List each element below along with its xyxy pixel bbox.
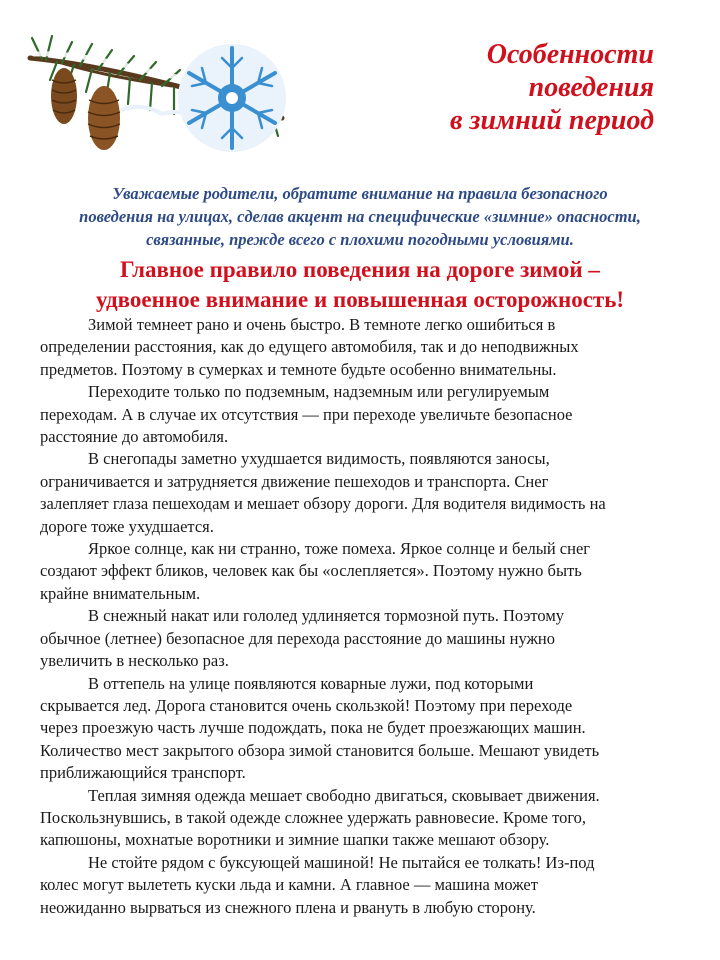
text-line: залепляет глаза пешеходам и мешает обзору дороги. Для водителя видимость на [40,494,606,514]
text-line: через проезжую часть лучше подождать, пока не будет проезжающих машин. [40,718,586,738]
text-line: Количество мест закрытого обзора зимой становится больше. Мешают увидеть [40,740,600,760]
text-line: В снегопады заметно ухудшается видимость, появляются заносы, [88,449,550,469]
page-title [450,38,654,137]
text-line: определении расстояния, как до едущего автомобиля, так и до неподвижных [40,337,579,357]
paragraph [40,538,685,605]
text-line: дороге тоже ухудшается. [40,516,214,536]
text-line: расстояние до автомобиля. [40,427,229,447]
snowflake-icon [178,44,286,152]
main-rule-headline [20,255,700,315]
paragraph [40,381,685,448]
text-line: В снежный накат или гололед удлиняется тормозной путь. Поэтому [88,606,565,626]
intro-line: связанные, прежде всего с плохими погодными условиями. [146,230,574,249]
text-line: неожиданно вырваться из снежного плена и рвануть в любую сторону. [40,897,536,917]
paragraph [40,605,685,672]
title-line: Особенности [486,39,654,70]
text-line: приближающийся транспорт. [40,763,246,783]
title-line: в зимний период [450,105,654,136]
text-line: крайне внимательным. [40,583,201,603]
text-line: обычное (летнее) безопасное для перехода расстояние до машины нужно [40,628,555,648]
paragraph [40,852,685,919]
body-text [40,314,685,919]
headline-line: Главное правило поведения на дороге зимой – [120,257,600,282]
paragraph [40,448,685,538]
text-line: увеличить в несколько раз. [40,651,229,671]
intro-text [30,182,690,251]
headline-line: удвоенное внимание и повышенная осторожность! [95,287,625,312]
paragraph [40,314,685,381]
text-line: капюшоны, мохнатые воротники и зимние шапки также мешают обзору. [40,830,550,850]
text-line: Яркое солнце, как ни странно, тоже помеха. Яркое солнце и белый снег [88,539,591,559]
title-line: поведения [528,72,654,103]
intro-line: Уважаемые родители, обратите внимание на правила безопасного [112,184,608,203]
text-line: предметов. Поэтому в сумерках и темноте будьте особенно внимательны. [40,359,557,379]
intro-line: поведения на улицах, сделав акцент на специфические «зимние» опасности, [79,207,641,226]
text-line: ограничивается и затрудняется движение пешеходов и транспорта. Снег [40,471,549,491]
paragraph [40,785,685,852]
text-line: переходам. А в случае их отсутствия — при переходе увеличьте безопасное [40,404,573,424]
text-line: Зимой темнеет рано и очень быстро. В темноте легко ошибиться в [88,315,556,334]
text-line: Не стойте рядом с буксующей машиной! Не пытайся ее толкать! Из-под [88,852,595,872]
header [0,0,720,180]
text-line: скрывается лед. Дорога становится очень скользкой! Поэтому при переходе [40,695,573,715]
text-line: В оттепель на улице появляются коварные лужи, под которыми [88,673,534,693]
text-line: создают эффект бликов, человек как бы «ослепляется». Поэтому нужно быть [40,561,582,581]
winter-decoration [22,18,302,178]
text-line: Теплая зимняя одежда мешает свободно двигаться, сковывает движения. [88,785,600,805]
paragraph [40,673,685,785]
text-line: Переходите только по подземным, надземным или регулируемым [88,382,550,402]
text-line: колес могут вылететь куски льда и камни. А главное — машина может [40,875,538,895]
text-line: Поскользнувшись, в такой одежде сложнее удержать равновесие. Кроме того, [40,807,587,827]
